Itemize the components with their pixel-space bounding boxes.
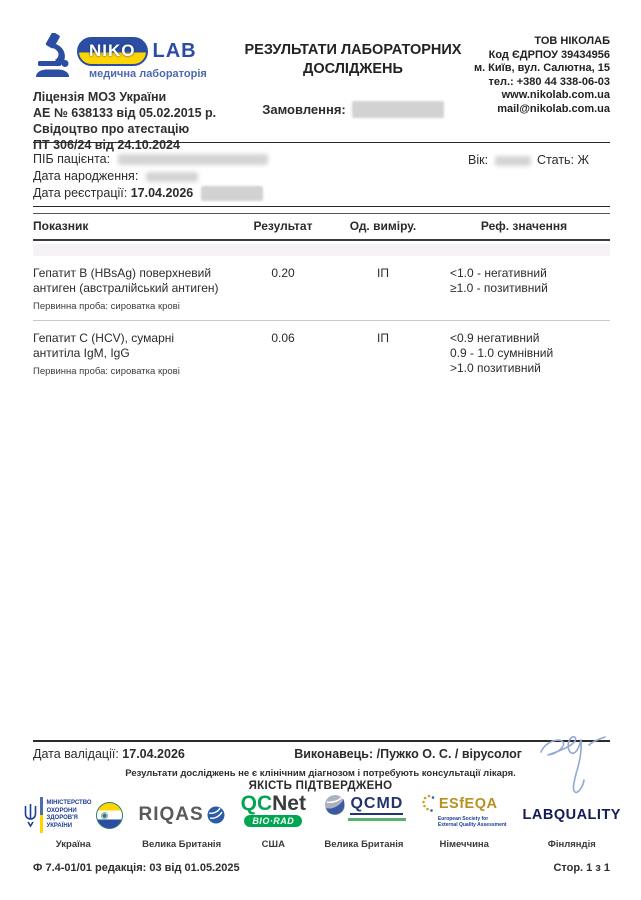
patient-name-label: ПІБ пацієнта: [33,152,111,166]
col-header-result: Результат [253,219,313,233]
patient-block [33,151,610,202]
test-result-cell: 0.20 [271,266,295,280]
test-sample-note: Первинна проба: сироватка крові [33,301,180,312]
logo-esfeqa [422,794,507,850]
sex-label: Стать: [537,153,575,167]
disclaimer-text: Результати досліджень не є клінічним діагнозом і потребують консультації лікаря. [125,768,516,779]
moh-divider-bar [40,797,43,833]
qcnet-qc: QC [240,792,273,815]
company-email: mail@nikolab.com.ua [497,102,610,115]
brand-lab-word: LAB [152,40,197,62]
qcnet-wordmark [241,794,306,814]
accreditation-logos-row [24,794,621,850]
test-reference-cell [438,266,610,314]
divider-header [33,142,610,143]
esfeqa-dots-icon [422,794,436,814]
brand-block [77,33,207,80]
moh-line: ОХОРОНИ [46,807,77,814]
license-line: АЕ № 638133 від 05.02.2015 р. [33,106,217,120]
test-reference-cell [438,331,610,379]
certification-badge-icon [96,802,123,829]
patient-age-sex-line [468,152,589,169]
reference-line: <0.9 негативний [450,331,540,345]
logo-caption: Україна [55,839,91,850]
col-header-unit: Од. виміру. [349,219,417,233]
form-code-row [33,862,610,874]
validation-date: 17.04.2026 [122,747,185,761]
logo-riqas [139,794,225,850]
reference-line: <1.0 - негативний [450,266,547,280]
company-address: м. Київ, вул. Салютна, 15 [473,62,610,74]
labquality-wordmark: LABQUALITY [522,807,621,823]
logo-qcmd [322,794,406,850]
nikolab-logo [33,33,238,80]
col-header-reference: Реф. значення [480,219,568,233]
company-phone: тел.: +380 44 338-06-03 [488,75,610,88]
table-header-row [33,214,610,239]
logo-labquality [523,794,621,850]
logo-moh-ukraine [24,794,123,850]
moh-logo-art [24,794,123,836]
license-line: ПТ 306/24 від 24.10.2024 [33,138,180,152]
reference-line: ≥1.0 - позитивний [450,281,548,295]
company-name: ТОВ НІКОЛАБ [534,35,610,47]
results-table [33,213,610,385]
age-label: Вік: [468,153,489,167]
sex-value: Ж [577,153,590,167]
col-header-indicator: Показник [33,219,89,233]
qcmd-globe-icon [324,794,346,816]
redacted-registration-time [201,186,263,201]
patient-registration-line [33,185,610,202]
brand-line [77,37,207,66]
test-name-cell [33,331,238,379]
logo-caption: США [261,839,285,850]
test-name-cell [33,266,238,314]
redacted-age-value [495,156,531,166]
reference-line: 0.9 - 1.0 сумнівний [450,346,554,360]
registration-label: Дата реєстрації: [33,186,128,200]
registration-date: 17.04.2026 [130,186,194,200]
redacted-birth-date [146,172,198,182]
logo-caption: Німеччина [439,839,489,850]
qcmd-top [324,794,403,816]
order-line [238,101,468,118]
page-number: Стор. 1 з 1 [553,862,610,874]
moh-ministry-text [47,800,92,830]
redacted-patient-name [118,154,268,165]
test-unit-cell: ІП [377,331,389,345]
report-header [33,33,610,153]
divider-patient [33,206,610,207]
table-header-underline [33,239,610,241]
riqas-logo-art [139,794,225,836]
qcmd-logo-art [322,794,406,836]
company-edrpou: Код ЄДРПОУ 39434956 [488,48,610,61]
esfeqa-subtitle-line: European Society for [437,816,489,822]
esfeqa-top [422,794,498,814]
moh-line: ЗДОРОВ'Я [46,815,78,821]
document-title-line2: ДОСЛІДЖЕНЬ [303,61,403,77]
form-code: Ф 7.4-01/01 редакція: 03 від 01.05.2025 [33,862,240,874]
license-line: Свідоцтво про атестацію [33,122,190,136]
executor-line: Виконавець: /Пужко О. С. / вірусолог [294,747,522,761]
table-group-band [33,244,610,256]
brand-niko-pill: NIKO [77,37,148,66]
esfeqa-logo-art [422,794,507,836]
globe-icon [207,806,225,824]
company-website: www.nikolab.com.ua [501,89,610,101]
riqas-wordmark: RIQAS [138,804,204,825]
logo-caption: Фінляндія [547,839,596,850]
order-label: Замовлення: [262,102,346,117]
divider-footer [33,740,610,742]
test-unit-cell: ІП [377,266,389,280]
moh-line: УКРАЇНИ [46,822,73,829]
test-name: Гепатит С (HCV), сумарні антитіла IgM, IgG [33,331,175,360]
license-block [33,89,238,153]
document-title-line1: РЕЗУЛЬТАТИ ЛАБОРАТОРНИХ [244,42,462,58]
logo-caption: Велика Британія [324,839,404,850]
patient-birth-label: Дата народження: [33,169,139,183]
labquality-logo-art [523,794,621,836]
table-row [33,256,610,320]
header-center-block [238,33,468,153]
test-name: Гепатит В (HBsAg) поверхневий антиген (австралійський антиген) [33,266,219,295]
logo-qcnet-biorad [241,794,306,850]
moh-line: МІНІСТЕРСТВО [46,800,92,806]
patient-birth-line [33,168,610,185]
test-result-cell: 0.06 [271,331,295,345]
biorad-pill: BIO·RAD [244,815,302,827]
esfeqa-subtitle-line: External Quality Assessment [437,822,507,828]
qcnet-logo-art [241,794,306,836]
company-contacts [468,33,610,153]
test-sample-note: Первинна проба: сироватка крові [33,366,180,377]
validation-date-line [33,747,185,761]
ukraine-trident-icon [24,803,37,827]
reference-line: >1.0 позитивний [450,361,541,375]
redacted-order-number [352,101,444,118]
brand-tagline: медична лабораторія [89,68,207,80]
qcnet-net: Net [272,792,306,815]
qcmd-tagline-bar [348,818,406,821]
table-row [33,321,610,385]
document-title [238,41,468,79]
qcmd-wordmark: QCMD [350,795,403,815]
esfeqa-wordmark: ESfEQA [438,796,498,812]
validation-row [33,747,610,761]
microscope-icon [33,33,73,79]
license-line: Ліцензія МОЗ України [33,90,167,104]
logo-caption: Велика Британія [142,839,222,850]
validation-label: Дата валідації: [33,747,119,761]
esfeqa-subtitle [438,816,507,828]
quality-confirmed-title: ЯКІСТЬ ПІДТВЕРДЖЕНО [248,780,393,792]
header-left-block [33,33,238,153]
